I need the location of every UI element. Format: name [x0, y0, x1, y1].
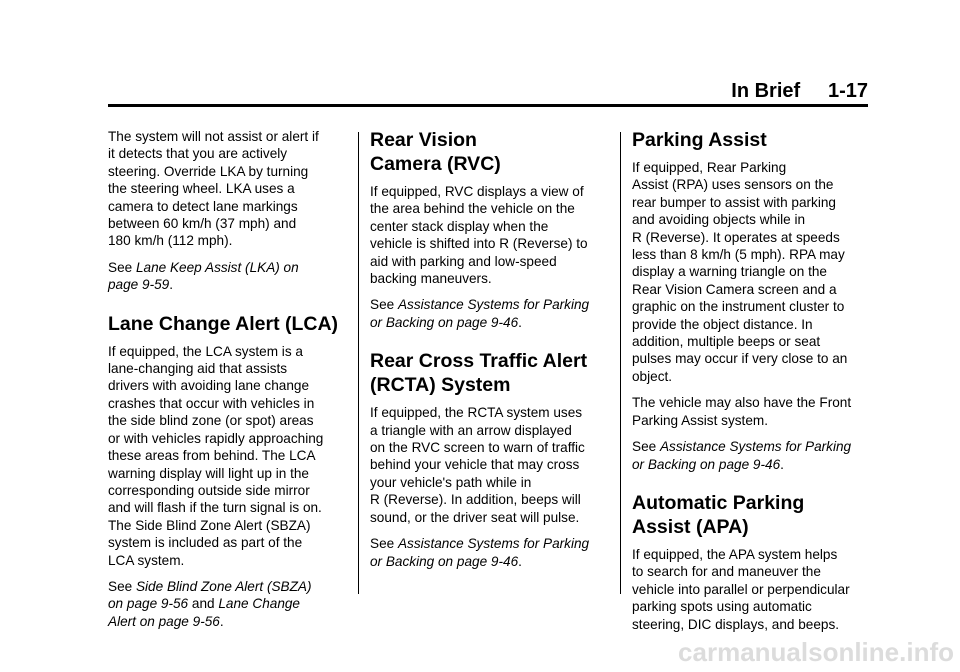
text-line: aid with parking and low-speed: [370, 253, 557, 269]
see-label: See: [370, 297, 398, 313]
apa-paragraph: [632, 546, 869, 633]
lka-reference: [108, 259, 345, 294]
rvc-reference: [370, 296, 607, 331]
text-line: LCA system.: [108, 552, 185, 568]
lka-paragraph: [108, 128, 345, 250]
page-header: [0, 0, 960, 110]
text-line: vehicle is shifted into R (Reverse) to: [370, 236, 588, 252]
parking-assist-link[interactable]: Assistance Systems for Parking: [397, 297, 590, 313]
period: .: [169, 277, 174, 293]
parking-assist-page-link[interactable]: or Backing on page 9-46: [370, 314, 519, 330]
rcta-heading: [370, 349, 607, 397]
heading-line: Assist (APA): [632, 515, 749, 538]
text-line: on the RVC screen to warn of traffic: [370, 440, 585, 456]
heading-line: Automatic Parking: [632, 491, 805, 514]
text-line: If equipped, Rear Parking: [632, 160, 787, 175]
text-line: system is included as part of the: [108, 535, 303, 551]
text-line: The system will not assist or alert if: [108, 129, 319, 144]
text-line: rear bumper to assist with parking: [632, 194, 836, 210]
heading-line: Camera (RVC): [370, 153, 501, 175]
text-line: Assist (RPA) uses sensors on the: [632, 177, 834, 193]
rcta-reference: [370, 535, 607, 570]
text-line: vehicle into parallel or perpendicular: [632, 581, 850, 597]
text-line: The vehicle may also have the Front: [632, 395, 852, 411]
text-line: less than 8 km/h (5 mph). RPA may: [632, 247, 845, 263]
see-label: See: [108, 578, 136, 594]
text-line: camera to detect lane markings: [108, 198, 298, 214]
heading-line: Rear Cross Traffic Alert: [370, 350, 588, 373]
text-line: corresponding outside side mirror: [108, 482, 310, 498]
text-line: display a warning triangle on the: [632, 264, 827, 280]
sbza-page-link[interactable]: on page 9-56: [108, 596, 189, 612]
text-line: sound, or the driver seat will pulse.: [370, 509, 580, 525]
header-divider: [108, 104, 868, 107]
text-line: center stack display when the: [370, 218, 549, 234]
column-1: [108, 128, 345, 639]
lca-paragraph: [108, 343, 345, 569]
text-line: If equipped, the APA system helps: [632, 546, 838, 562]
text-line: between 60 km/h (37 mph) and: [108, 216, 297, 232]
text-line: Parking Assist system.: [632, 412, 768, 428]
text-line: the side blind zone (or spot) areas: [108, 413, 314, 429]
text-line: steering, DIC displays, and beeps.: [632, 616, 840, 632]
see-label: See: [108, 259, 136, 275]
text-line: behind your vehicle that may cross: [370, 457, 580, 473]
sbza-link[interactable]: Side Blind Zone Alert (SBZA): [135, 578, 312, 594]
text-line: parking spots using automatic: [632, 599, 812, 615]
lka-page-link[interactable]: page 9-59: [108, 277, 170, 293]
parking-assist-paragraph: [632, 159, 869, 385]
text-line: R (Reverse). In addition, beeps will: [370, 492, 581, 508]
parking-assist-heading: Parking Assist: [632, 129, 767, 151]
column-divider-2: [620, 132, 621, 594]
watermark: carmanualsonline.info: [678, 637, 954, 667]
text-line: R (Reverse). It operates at speeds: [632, 229, 840, 245]
text-line: If equipped, the LCA system is a: [108, 343, 303, 359]
text-line: or with vehicles rapidly approaching: [108, 430, 324, 446]
see-label: See: [632, 439, 660, 455]
column-divider-1: [358, 132, 359, 594]
text-line: addition, multiple beeps or seat: [632, 334, 821, 350]
text-line: lane-changing aid that assists: [108, 361, 288, 377]
text-line: the steering wheel. LKA uses a: [108, 181, 295, 197]
parking-assist-page-link[interactable]: or Backing on page 9-46: [632, 456, 781, 472]
parking-assist-page-link[interactable]: or Backing on page 9-46: [370, 553, 519, 569]
text-line: pulses may occur if very close to an: [632, 351, 848, 367]
lca-heading: Lane Change Alert (LCA): [108, 312, 339, 335]
text-line: crashes that occur with vehicles in: [108, 395, 315, 411]
text-line: object.: [632, 368, 673, 384]
text-line: it detects that you are actively: [108, 146, 288, 162]
see-label: See: [370, 536, 398, 552]
rcta-paragraph: [370, 404, 607, 526]
lca-link[interactable]: Lane Change: [218, 596, 300, 612]
text-line: backing maneuvers.: [370, 271, 492, 287]
text-line: a triangle with an arrow displayed: [370, 422, 572, 438]
parking-assist-reference: [632, 438, 869, 473]
front-parking-paragraph: [632, 394, 869, 429]
text-line: your vehicle's path while in: [370, 474, 532, 490]
text-line: to search for and maneuver the: [632, 564, 821, 580]
text-line: drivers with avoiding lane change: [108, 378, 310, 394]
page-title: In Brief 1-17: [731, 80, 868, 102]
period: .: [518, 314, 522, 330]
text-line: and will flash if the turn signal is on.: [108, 500, 322, 516]
text-line: 180 km/h (112 mph).: [108, 233, 233, 249]
parking-assist-link[interactable]: Assistance Systems for Parking: [659, 439, 852, 455]
text-line: warning display will light up in the: [108, 465, 309, 481]
rvc-heading: [370, 128, 607, 176]
text-line: If equipped, RVC displays a view of: [370, 184, 584, 199]
text-line: steering. Override LKA by turning: [108, 163, 309, 179]
text-line: these areas from behind. The LCA: [108, 448, 316, 464]
text-line: Rear Vision Camera screen and a: [632, 281, 837, 297]
text-line: and avoiding objects while in: [632, 212, 806, 228]
lka-link[interactable]: Lane Keep Assist (LKA) on: [135, 259, 299, 275]
and-label: and: [188, 596, 219, 612]
text-line: The Side Blind Zone Alert (SBZA): [108, 517, 311, 533]
lca-page-link[interactable]: Alert on page 9-56: [108, 613, 220, 629]
period: .: [518, 553, 522, 569]
period: .: [219, 613, 224, 629]
parking-assist-link[interactable]: Assistance Systems for Parking: [397, 536, 590, 552]
text-line: provide the object distance. In: [632, 316, 813, 332]
column-2: [370, 128, 607, 579]
text-line: If equipped, the RCTA system uses: [370, 405, 583, 421]
heading-line: Rear Vision: [370, 129, 477, 151]
apa-heading: [632, 491, 869, 539]
lca-reference: [108, 578, 345, 630]
rvc-paragraph: [370, 183, 607, 287]
column-3: [632, 128, 869, 642]
text-line: the area behind the vehicle on the: [370, 201, 575, 217]
heading-line: (RCTA) System: [370, 374, 511, 397]
text-line: graphic on the instrument cluster to: [632, 299, 845, 315]
period: .: [780, 456, 784, 472]
